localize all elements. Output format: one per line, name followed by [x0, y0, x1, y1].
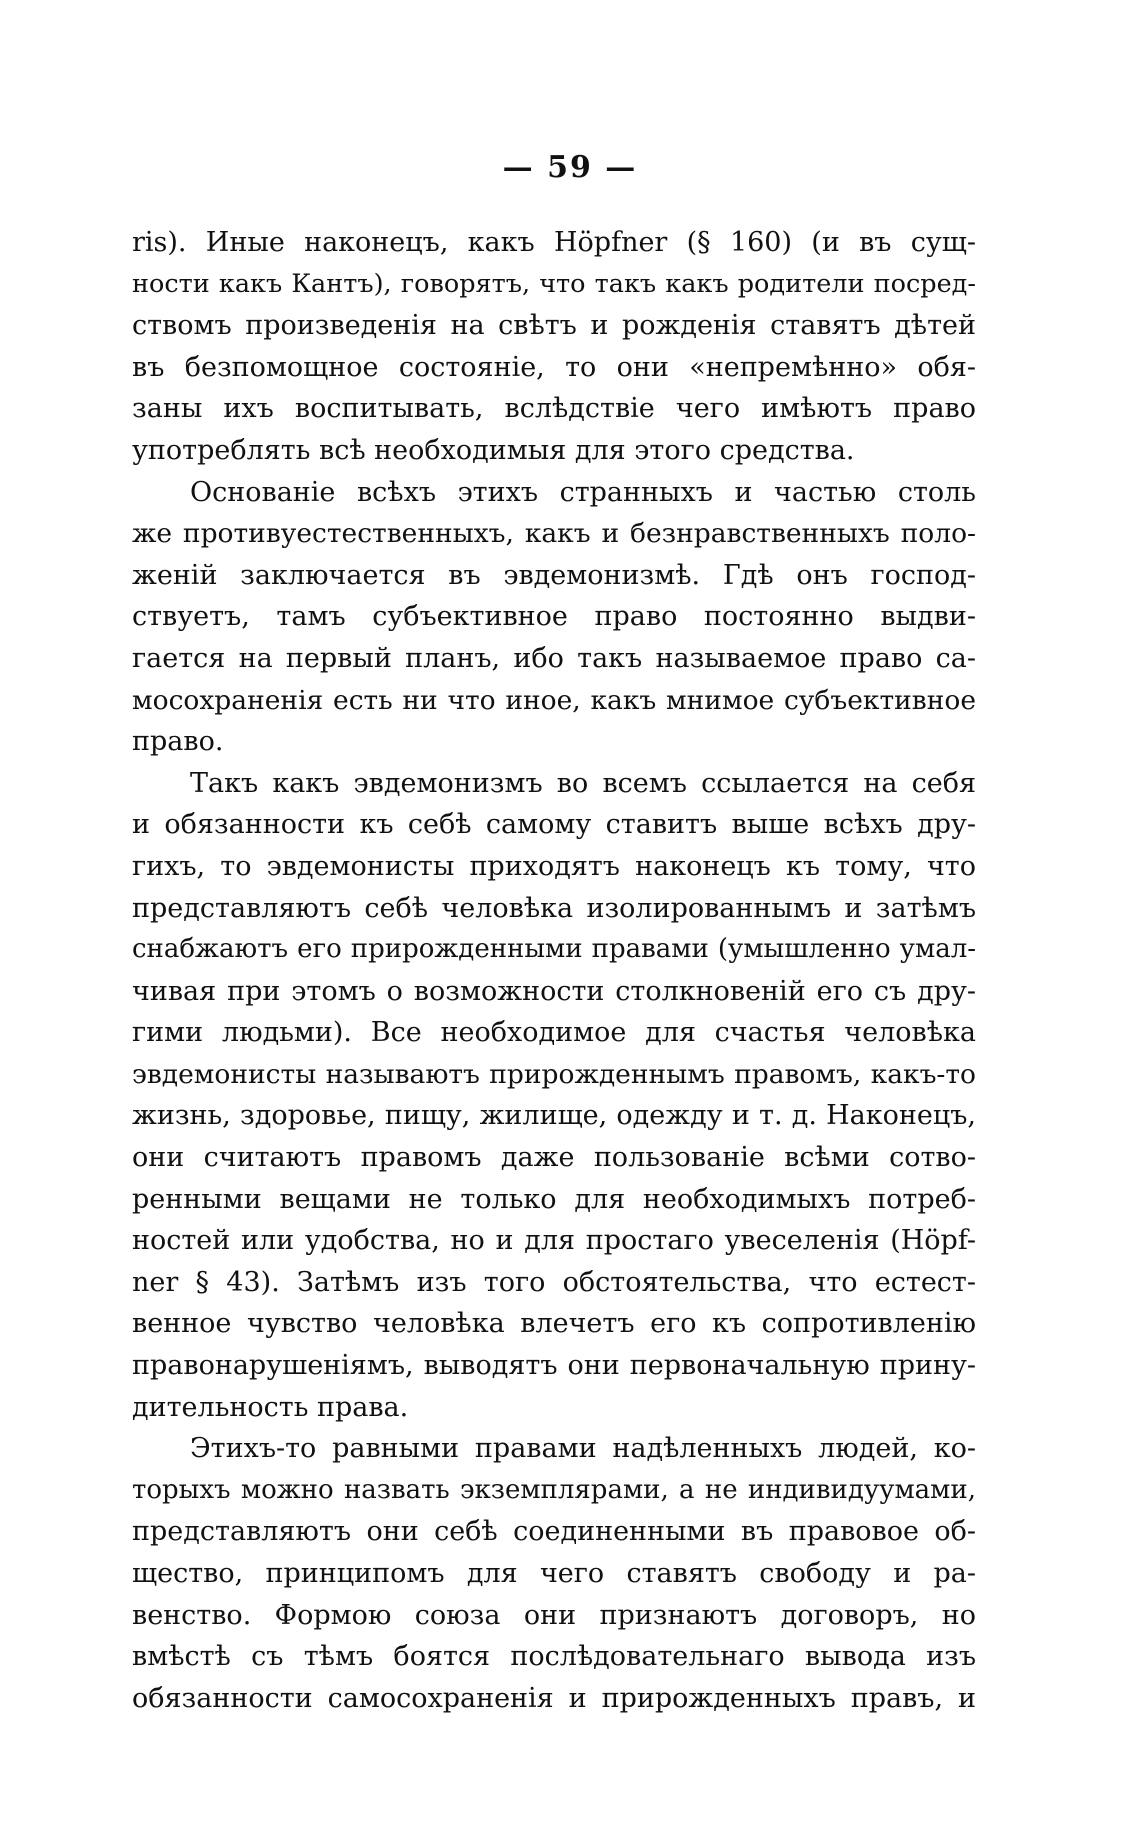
text-line: ствомъ произведенія на свѣтъ и рожденія ставятъ дѣтей: [132, 310, 976, 342]
text-line: же противуестественныхъ, какъ и безнравственныхъ поло-: [132, 518, 976, 550]
text-line: заны ихъ воспитывать, вслѣдствіе чего имѣютъ право: [132, 393, 976, 425]
text-line: дительность права.: [132, 1391, 409, 1423]
text-line: торыхъ можно назвать экземплярами, а не индивидуумами,: [132, 1474, 976, 1505]
text-line: и обязанности къ себѣ самому ставитъ выше всѣхъ дру-: [132, 809, 976, 841]
text-line: право.: [132, 726, 224, 758]
text-line: вмѣстѣ съ тѣмъ боятся послѣдовательнаго вывода изъ: [132, 1641, 976, 1673]
text-line: ностей или удобства, но и для простаго увеселенія (Höpf-: [132, 1225, 976, 1257]
text-line: гается на первый планъ, ибо такъ называемое право са-: [132, 642, 976, 674]
text-line: представляютъ себѣ человѣка изолированнымъ и затѣмъ: [132, 892, 976, 924]
page-number: — 59 —: [502, 150, 638, 185]
text-line: употреблять всѣ необходимыя для этого средства.: [132, 434, 855, 466]
text-line: въ безпомощное состояніе, то они «непремѣнно» обя-: [132, 351, 976, 383]
text-line: Такъ какъ эвдемонизмъ во всемъ ссылается на себя: [190, 767, 976, 799]
text-line: ner § 43). Затѣмъ изъ того обстоятельства, что естест-: [132, 1266, 976, 1298]
text-line: венство. Формою союза они признаютъ договоръ, но: [132, 1599, 976, 1631]
text-line: снабжаютъ его прирожденными правами (умышленно умал-: [132, 934, 976, 965]
body-text: [132, 222, 976, 1719]
text-line: щество, принципомъ для чего ставятъ свободу и ра-: [132, 1558, 976, 1589]
text-line: ствуетъ, тамъ субъективное право постоянно выдви-: [132, 601, 976, 633]
text-line: гими людьми). Все необходимое для счастья человѣка: [132, 1017, 976, 1049]
text-line: обязанности самосохраненія и прирожденныхъ правъ, и: [132, 1682, 976, 1714]
text-line: они считаютъ правомъ даже пользованіе всѣми сотво-: [132, 1142, 976, 1174]
text-line: представляютъ они себѣ соединенными въ правовое об-: [132, 1516, 976, 1548]
text-line: Этихъ-то равными правами надѣленныхъ людей, ко-: [190, 1433, 976, 1465]
text-line: чивая при этомъ о возможности столкновеній его съ дру-: [132, 975, 976, 1007]
text-line: ности какъ Кантъ), говорятъ, что такъ какъ родители посред-: [132, 268, 976, 299]
text-line: гихъ, то эвдемонисты приходятъ наконецъ къ тому, что: [132, 850, 976, 882]
text-line: эвдемонисты называютъ прирожденнымъ правомъ, какъ-то: [132, 1058, 976, 1090]
text-line: венное чувство человѣка влечетъ его къ сопротивленію: [132, 1308, 976, 1340]
text-line: ris). Иные наконецъ, какъ Höpfner (§ 160) (и въ сущ-: [132, 227, 976, 258]
text-line: жизнь, здоровье, пищу, жилище, одежду и т. д. Наконецъ,: [132, 1100, 976, 1132]
text-line: мосохраненія есть ни что иное, какъ мнимое субъективное: [132, 684, 976, 716]
text-line: ренными вещами не только для необходимыхъ потреб-: [132, 1183, 976, 1215]
text-line: Основаніе всѣхъ этихъ странныхъ и частью столь: [190, 476, 976, 508]
text-line: правонарушеніямъ, выводятъ они первоначальную прину-: [132, 1350, 976, 1382]
text-line: женій заключается въ эвдемонизмѣ. Гдѣ онъ господ-: [132, 559, 976, 591]
